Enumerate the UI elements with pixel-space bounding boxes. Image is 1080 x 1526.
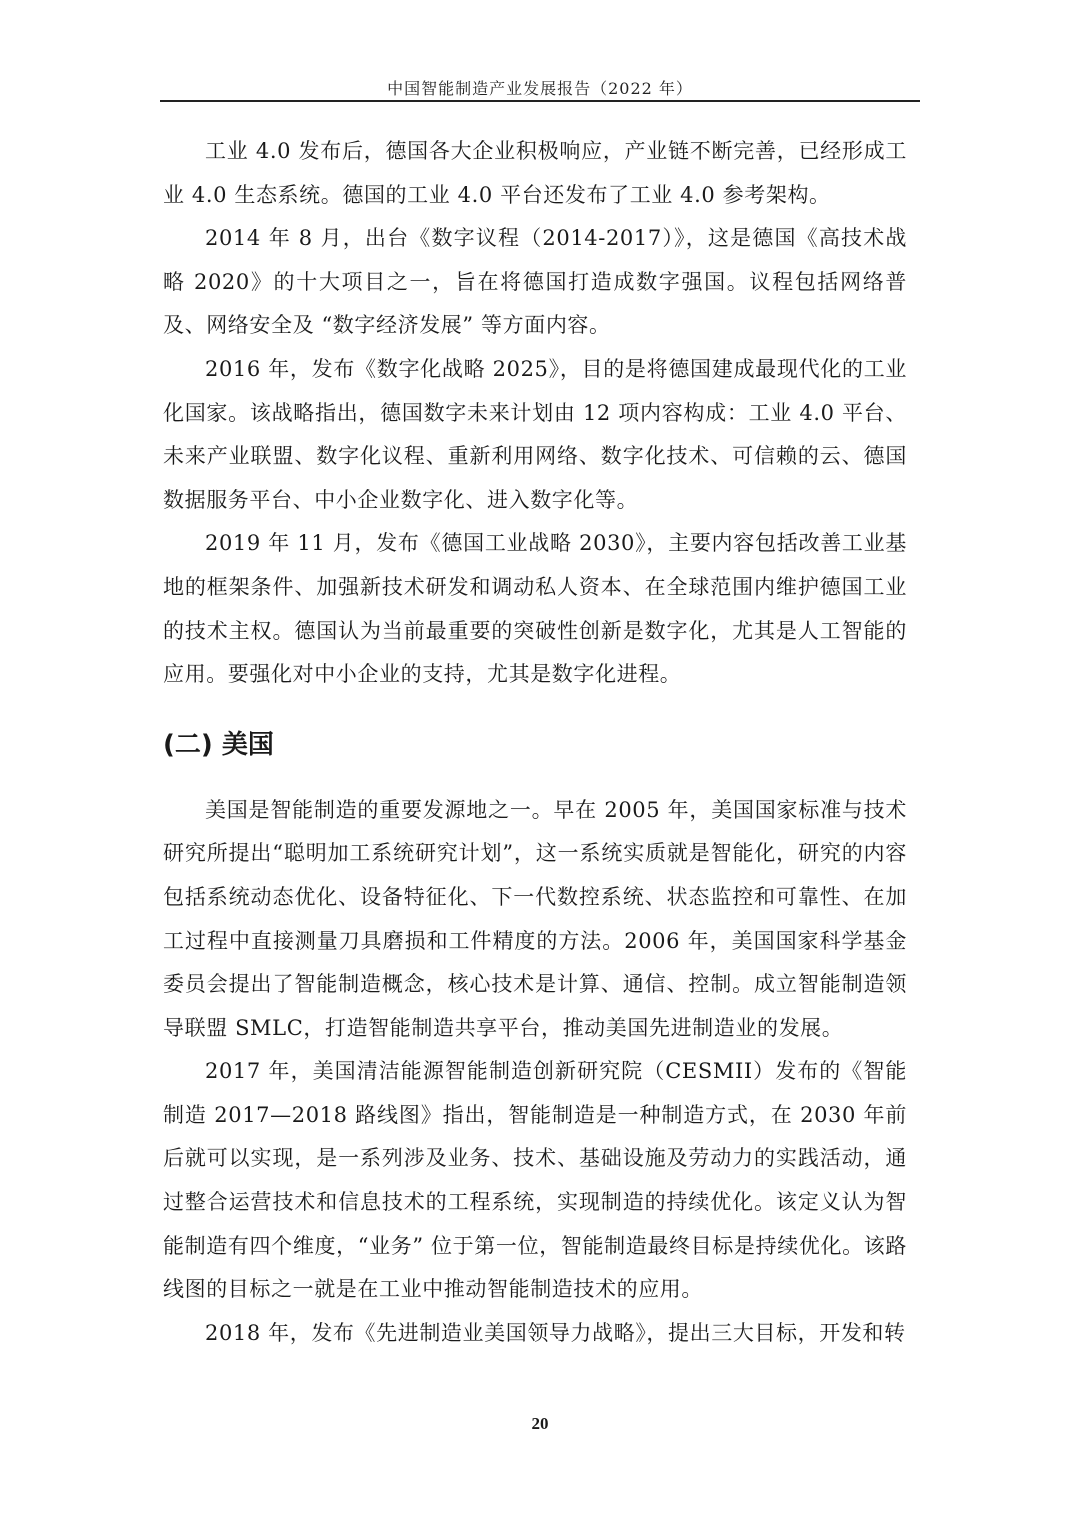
- paragraph: 2019 年 11 月，发布《德国工业战略 2030》，主要内容包括改善工业基地的框架条件、加强新技术研发和调动私人资本、在全球范围内维护德国工业的技术主权。德国认为当前最重要的突破性创新是数字化，尤其是人工智能的应用。要强化对中小企业的支持，尤其是数字化进程。: [163, 531, 907, 687]
- header-rule: [160, 100, 920, 102]
- paragraph: 工业 4.0 发布后，德国各大企业积极响应，产业链不断完善，已经形成工业 4.0 生态系统。德国的工业 4.0 平台还发布了工业 4.0 参考架构。: [163, 139, 907, 207]
- page-number: 20: [531, 1414, 549, 1433]
- paragraph: 美国是智能制造的重要发源地之一。早在 2005 年，美国国家标准与技术研究所提出“聪明加工系统研究计划”，这一系统实质就是智能化，研究的内容包括系统动态优化、设备特征化、下一代数控系统、状态监控和可靠性、在加工过程中直接测量刀具磨损和工件精度的方法。2006 年，美国国家科学基金委员会提出了智能制造概念，核心技术是计算、通信、控制。成立智能制造领导联盟 SMLC，打造智能制造共享平台，推动美国先进制造业的发展。: [163, 797, 907, 1040]
- paragraph: 2014 年 8 月，出台《数字议程（2014-2017）》，这是德国《高技术战略 2020》的十大项目之一，旨在将德国打造成数字强国。议程包括网络普及、网络安全及 “数字经济发展” 等方面内容。: [163, 226, 907, 338]
- section-heading: (二) 美国: [163, 729, 274, 760]
- paragraph: 2017 年，美国清洁能源智能制造创新研究院（CESMII）发布的《智能制造 2017—2018 路线图》指出，智能制造是一种制造方式，在 2030 年前后就可以实现，是一系列涉及业务、技术、基础设施及劳动力的实践活动，通过整合运营技术和信息技术的工程系统，实现制造的持续优化。该定义认为智能制造有四个维度，“业务” 位于第一位，智能制造最终目标是持续优化。该路线图的目标之一就是在工业中推动智能制造技术的应用。: [163, 1059, 907, 1302]
- page-body: [163, 130, 907, 1355]
- paragraph: 2018 年，发布《先进制造业美国领导力战略》，提出三大目标，开发和转: [205, 1320, 906, 1345]
- running-header: 中国智能制造产业发展报告（2022 年）: [387, 79, 693, 98]
- paragraph: 2016 年，发布《数字化战略 2025》，目的是将德国建成最现代化的工业化国家。该战略指出，德国数字未来计划由 12 项内容构成：工业 4.0 平台、未来产业联盟、数字化议程、重新利用网络、数字化技术、可信赖的云、德国数据服务平台、中小企业数字化、进入数字化等。: [163, 356, 907, 512]
